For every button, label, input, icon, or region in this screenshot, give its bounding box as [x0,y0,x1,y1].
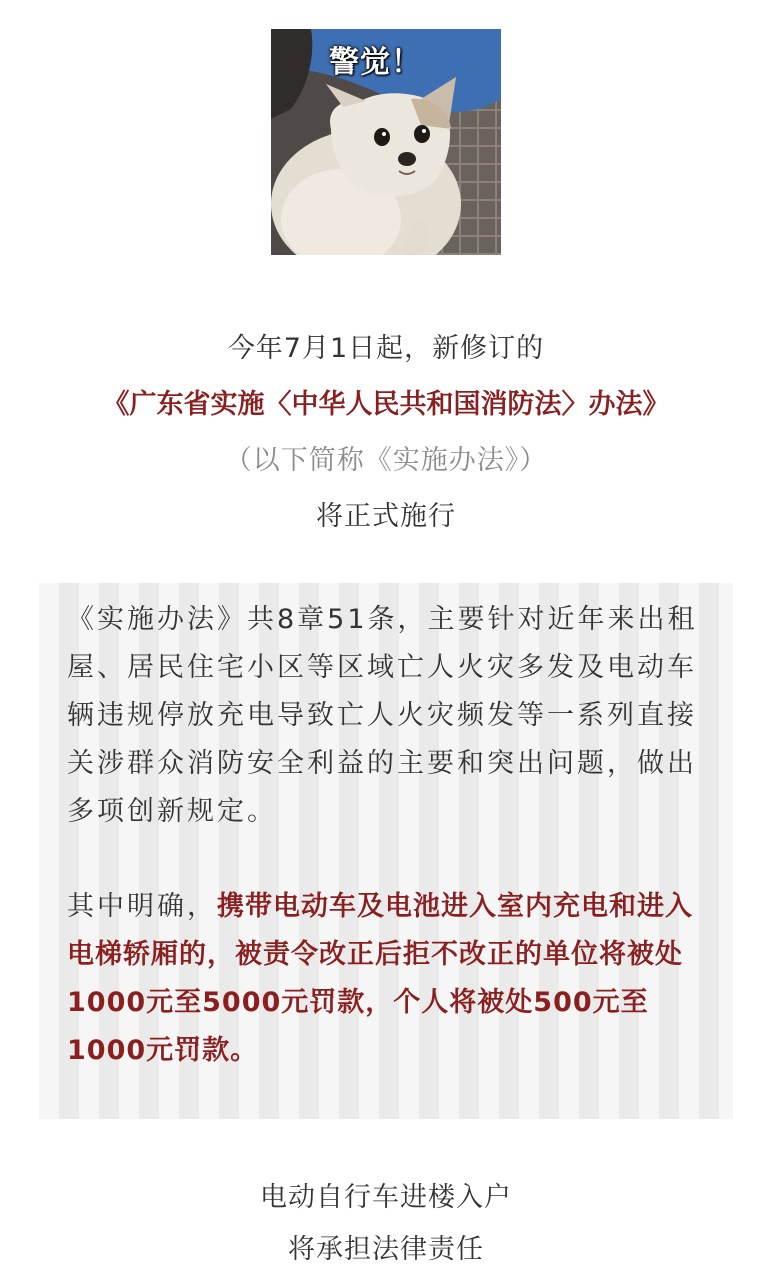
outro-line-2: 将承担法律责任 [288,1234,484,1265]
summary-panel [39,583,733,1119]
penalty-paragraph [67,883,705,1075]
summary-paragraph: 《实施办法》共8章51条，主要针对近年来出租屋、居民住宅小区等区域亡人火灾多发及电动车辆违规停放充电导致亡人火灾频发等一系列直接关涉群众消防安全利益的主要和突出问题，做出多项创新规定。 [67,604,698,827]
intro-date-line: 今年7月1日起，新修订的 [227,333,545,364]
penalty-highlight: 携带电动车及电池进入室内充电和进入电梯轿厢的，被责令改正后拒不改正的单位将被处1000元至5000元罚款，个人将被处500元至1000元罚款。 [67,891,693,1066]
abbreviation-note: （以下简称《实施办法》） [224,445,548,476]
outro-block [0,1172,772,1276]
law-title: 《广东省实施〈中华人民共和国消防法〉办法》 [102,389,670,420]
meme-caption: 警觉！ [329,45,422,80]
effective-line: 将正式施行 [316,501,456,532]
outro-line-1: 电动自行车进楼入户 [260,1182,512,1213]
penalty-lead: 其中明确， [67,891,217,922]
dog-meme-image [271,29,501,255]
intro-block [0,321,772,545]
